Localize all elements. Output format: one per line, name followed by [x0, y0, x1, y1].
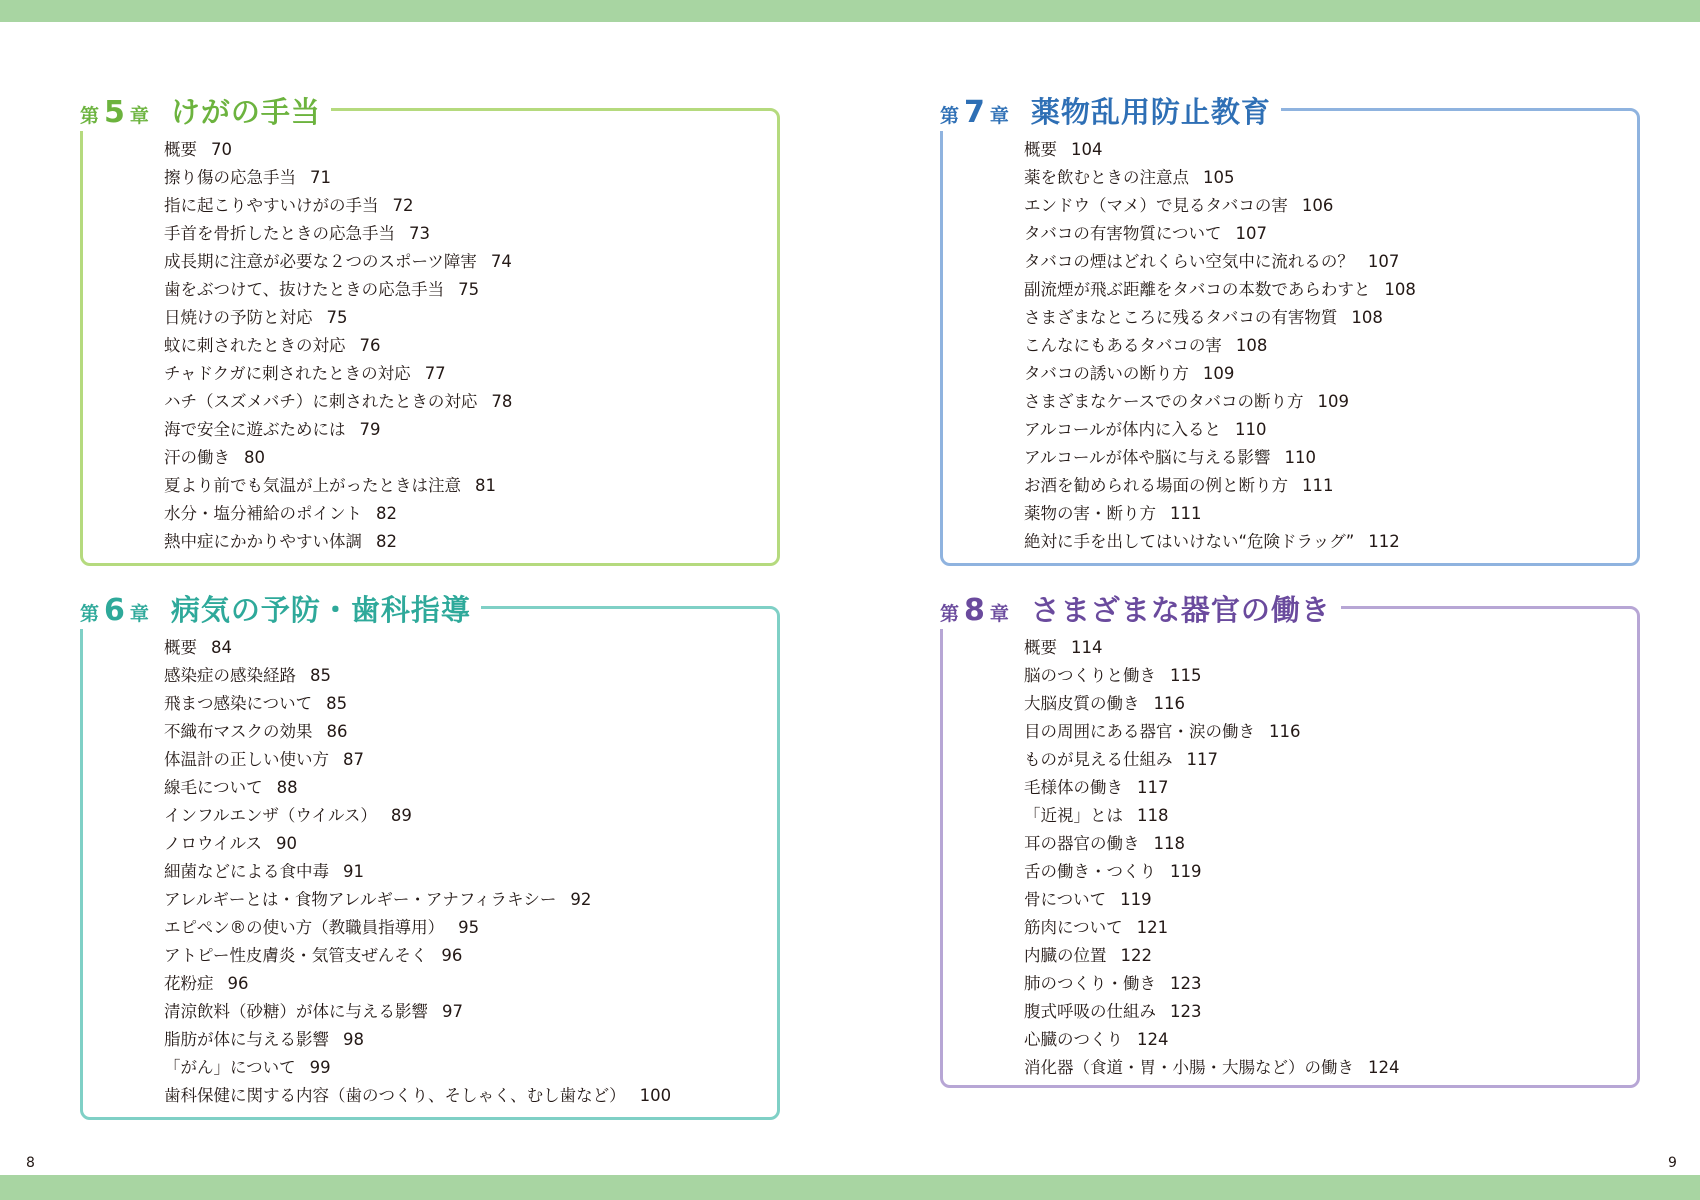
entry-page: 123 — [1170, 1002, 1202, 1021]
entry-label: こんなにもあるタバコの害 — [1024, 336, 1222, 355]
chapter-prefix: 第 — [940, 105, 960, 127]
toc-entry[interactable] — [164, 136, 512, 164]
entry-label: ものが見える仕組み — [1024, 750, 1173, 769]
entry-label: 薬を飲むときの注意点 — [1024, 168, 1189, 187]
entry-label: タバコの有害物質について — [1024, 224, 1222, 243]
toc-entry[interactable] — [1024, 528, 1416, 556]
chapter-heading — [930, 90, 1281, 131]
entry-label: 感染症の感染経路 — [164, 666, 296, 685]
entry-label: 絶対に手を出してはいけない“危険ドラッグ” — [1024, 532, 1355, 551]
toc-entry[interactable] — [164, 970, 671, 998]
toc-entry[interactable] — [1024, 360, 1416, 388]
entry-page: 108 — [1235, 336, 1268, 355]
toc-entry[interactable] — [1024, 998, 1400, 1026]
entry-page: 91 — [343, 862, 364, 881]
toc-entry[interactable] — [1024, 1054, 1400, 1082]
entry-page: 117 — [1137, 778, 1169, 797]
entry-page: 118 — [1137, 806, 1169, 825]
entry-label: エピペン®の使い方（教職員指導用） — [164, 918, 445, 937]
toc-entry[interactable] — [164, 332, 512, 360]
toc-list — [1024, 634, 1400, 1082]
entry-label: インフルエンザ（ウイルス） — [164, 806, 377, 825]
toc-entry[interactable] — [1024, 472, 1416, 500]
toc-entry[interactable] — [1024, 858, 1400, 886]
page-number-left: 8 — [26, 1155, 35, 1171]
entry-page: 110 — [1235, 420, 1267, 439]
entry-page: 71 — [310, 168, 331, 187]
entry-label: 線毛について — [164, 778, 263, 797]
toc-entry[interactable] — [1024, 830, 1400, 858]
chapter-number: 5 — [104, 95, 125, 130]
entry-page: 72 — [392, 196, 414, 215]
entry-page: 105 — [1203, 168, 1235, 187]
toc-entry[interactable] — [1024, 802, 1400, 830]
entry-label: 成長期に注意が必要な２つのスポーツ障害 — [164, 252, 477, 271]
entry-label: さまざまなケースでのタバコの断り方 — [1024, 392, 1304, 411]
entry-label: 内臓の位置 — [1024, 946, 1107, 965]
entry-page: 82 — [376, 532, 397, 551]
toc-entry[interactable] — [164, 662, 671, 690]
toc-entry[interactable] — [1024, 304, 1416, 332]
entry-page: 76 — [359, 336, 381, 355]
entry-label: アルコールが体や脳に与える影響 — [1024, 448, 1271, 467]
entry-page: 117 — [1186, 750, 1218, 769]
entry-label: タバコの煙はどれくらい空気中に流れるの？ — [1024, 252, 1354, 271]
entry-page: 124 — [1137, 1030, 1169, 1049]
toc-entry[interactable] — [1024, 136, 1416, 164]
toc-entry[interactable] — [164, 360, 512, 388]
entry-page: 85 — [326, 694, 348, 713]
entry-page: 111 — [1170, 504, 1202, 523]
toc-entry[interactable] — [1024, 276, 1416, 304]
entry-page: 86 — [326, 722, 348, 741]
entry-label: 「がん」について — [164, 1058, 296, 1077]
entry-page: 73 — [409, 224, 430, 243]
toc-entry[interactable] — [164, 164, 512, 192]
entry-label: タバコの誘いの断り方 — [1024, 364, 1189, 383]
chapter-suffix: 章 — [989, 603, 1009, 625]
entry-label: 日焼けの予防と対応 — [164, 308, 313, 327]
entry-label: 骨について — [1024, 890, 1107, 909]
entry-label: 舌の働き・つくり — [1024, 862, 1156, 881]
entry-label: 消化器（食道・胃・小腸・大腸など）の働き — [1024, 1058, 1354, 1077]
chapter-heading — [70, 588, 481, 629]
entry-label: 蚊に刺されたときの対応 — [164, 336, 346, 355]
entry-page: 96 — [441, 946, 463, 965]
toc-entry[interactable] — [1024, 662, 1400, 690]
entry-page: 109 — [1202, 364, 1235, 383]
entry-page: 104 — [1071, 140, 1103, 159]
entry-label: 指に起こりやすいけがの手当 — [164, 196, 379, 215]
toc-entry[interactable] — [164, 248, 512, 276]
entry-page: 108 — [1351, 308, 1383, 327]
toc-entry[interactable] — [164, 634, 671, 662]
entry-page: 119 — [1120, 890, 1152, 909]
entry-label: アトピー性皮膚炎・気管支ぜんそく — [164, 946, 428, 965]
entry-label: アレルギーとは・食物アレルギー・アナフィラキシー — [164, 890, 557, 909]
entry-label: 汗の働き — [164, 448, 230, 467]
entry-label: 清涼飲料（砂糖）が体に与える影響 — [164, 1002, 428, 1021]
entry-page: 118 — [1153, 834, 1185, 853]
toc-entry[interactable] — [1024, 1026, 1400, 1054]
entry-label: 夏より前でも気温が上がったときは注意 — [164, 476, 461, 495]
entry-page: 100 — [639, 1086, 672, 1105]
toc-entry[interactable] — [164, 444, 512, 472]
entry-page: 110 — [1284, 448, 1317, 467]
toc-entry[interactable] — [164, 304, 512, 332]
entry-page: 78 — [491, 392, 513, 411]
entry-page: 115 — [1170, 666, 1202, 685]
toc-list — [164, 136, 512, 556]
entry-label: 「近視」とは — [1024, 806, 1123, 825]
toc-entry[interactable] — [164, 858, 671, 886]
entry-label: さまざまなところに残るタバコの有害物質 — [1024, 308, 1338, 327]
toc-entry[interactable] — [164, 802, 671, 830]
entry-page: 89 — [390, 806, 412, 825]
entry-page: 111 — [1302, 476, 1334, 495]
entry-label: 概要 — [164, 140, 197, 159]
toc-entry[interactable] — [164, 942, 671, 970]
entry-label: 手首を骨折したときの応急手当 — [164, 224, 395, 243]
entry-page: 96 — [227, 974, 249, 993]
entry-label: アルコールが体内に入ると — [1024, 420, 1222, 439]
entry-label: 概要 — [1024, 638, 1057, 657]
chapter-suffix: 章 — [129, 603, 149, 625]
entry-page: 95 — [458, 918, 480, 937]
entry-label: 副流煙が飛ぶ距離をタバコの本数であらわすと — [1024, 280, 1371, 299]
entry-page: 121 — [1136, 918, 1169, 937]
toc-entry[interactable] — [1024, 164, 1416, 192]
toc-entry[interactable] — [1024, 332, 1416, 360]
entry-label: 水分・塩分補給のポイント — [164, 504, 362, 523]
toc-entry[interactable] — [164, 1026, 671, 1054]
toc-entry[interactable] — [1024, 192, 1416, 220]
entry-page: 122 — [1120, 946, 1152, 965]
entry-label: 肺のつくり・働き — [1024, 974, 1156, 993]
toc-entry[interactable] — [1024, 388, 1416, 416]
top-color-band — [0, 0, 1700, 22]
entry-page: 92 — [570, 890, 592, 909]
toc-entry[interactable] — [164, 416, 512, 444]
entry-page: 99 — [309, 1058, 331, 1077]
page-number-right: 9 — [1668, 1155, 1677, 1171]
entry-page: 97 — [442, 1002, 463, 1021]
toc-entry[interactable] — [164, 472, 512, 500]
chapter-title: さまざまな器官の働き — [1030, 593, 1331, 627]
toc-entry[interactable] — [164, 914, 671, 942]
entry-label: 毛様体の働き — [1024, 778, 1123, 797]
entry-page: 98 — [343, 1030, 364, 1049]
chapter-number: 8 — [964, 593, 985, 628]
entry-page: 114 — [1071, 638, 1103, 657]
toc-entry[interactable] — [164, 830, 671, 858]
toc-entry[interactable] — [164, 1054, 671, 1082]
toc-entry[interactable] — [1024, 914, 1400, 942]
toc-entry[interactable] — [164, 690, 671, 718]
chapter-title: けがの手当 — [170, 95, 321, 129]
chapter-number: 6 — [104, 593, 125, 628]
entry-label: 海で安全に遊ぶためには — [164, 420, 346, 439]
entry-page: 85 — [310, 666, 331, 685]
entry-label: 筋肉について — [1024, 918, 1123, 937]
entry-label: 目の周囲にある器官・涙の働き — [1024, 722, 1255, 741]
entry-page: 116 — [1269, 722, 1301, 741]
entry-label: 花粉症 — [164, 974, 214, 993]
bottom-color-band — [0, 1175, 1700, 1200]
entry-label: 脂肪が体に与える影響 — [164, 1030, 329, 1049]
toc-entry[interactable] — [164, 998, 671, 1026]
toc-entry[interactable] — [1024, 416, 1416, 444]
entry-page: 74 — [490, 252, 512, 271]
entry-label: ノロウイルス — [164, 834, 263, 853]
toc-entry[interactable] — [164, 718, 671, 746]
toc-entry[interactable] — [164, 774, 671, 802]
entry-page: 107 — [1367, 252, 1400, 271]
entry-label: 脳のつくりと働き — [1024, 666, 1156, 685]
chapter-heading — [70, 90, 331, 131]
chapter-number: 7 — [964, 95, 985, 130]
entry-label: エンドウ（マメ）で見るタバコの害 — [1024, 196, 1288, 215]
entry-label: 大脳皮質の働き — [1024, 694, 1140, 713]
toc-entry[interactable] — [164, 192, 512, 220]
entry-label: 心臓のつくり — [1024, 1030, 1123, 1049]
entry-page: 116 — [1153, 694, 1185, 713]
toc-list — [1024, 136, 1416, 556]
entry-page: 80 — [244, 448, 265, 467]
toc-entry[interactable] — [164, 220, 512, 248]
entry-label: お酒を勧められる場面の例と断り方 — [1024, 476, 1288, 495]
toc-entry[interactable] — [1024, 690, 1400, 718]
toc-entry[interactable] — [164, 746, 671, 774]
entry-label: 体温計の正しい使い方 — [164, 750, 329, 769]
entry-page: 75 — [458, 280, 480, 299]
entry-page: 107 — [1235, 224, 1268, 243]
entry-page: 124 — [1368, 1058, 1400, 1077]
entry-label: 熱中症にかかりやすい体調 — [164, 532, 362, 551]
toc-entry[interactable] — [1024, 444, 1416, 472]
entry-page: 82 — [376, 504, 397, 523]
entry-label: 歯科保健に関する内容（歯のつくり、そしゃく、むし歯など） — [164, 1086, 626, 1105]
chapter-prefix: 第 — [940, 603, 960, 625]
entry-page: 119 — [1170, 862, 1202, 881]
entry-label: 飛まつ感染について — [164, 694, 313, 713]
entry-page: 108 — [1384, 280, 1416, 299]
entry-label: 細菌などによる食中毒 — [164, 862, 329, 881]
toc-entry[interactable] — [1024, 248, 1416, 276]
toc-entry[interactable] — [1024, 970, 1400, 998]
entry-page: 87 — [343, 750, 364, 769]
toc-entry[interactable] — [164, 388, 512, 416]
entry-page: 75 — [326, 308, 348, 327]
entry-label: 歯をぶつけて、抜けたときの応急手当 — [164, 280, 445, 299]
toc-entry[interactable] — [1024, 942, 1400, 970]
chapter-prefix: 第 — [80, 603, 100, 625]
entry-page: 81 — [475, 476, 496, 495]
toc-entry[interactable] — [1024, 500, 1416, 528]
toc-entry[interactable] — [164, 528, 512, 556]
toc-entry[interactable] — [164, 886, 671, 914]
chapter-prefix: 第 — [80, 105, 100, 127]
entry-page: 70 — [211, 140, 232, 159]
toc-entry[interactable] — [1024, 886, 1400, 914]
toc-entry[interactable] — [1024, 746, 1400, 774]
entry-label: 概要 — [164, 638, 197, 657]
entry-label: 擦り傷の応急手当 — [164, 168, 296, 187]
entry-page: 77 — [424, 364, 446, 383]
chapter-suffix: 章 — [989, 105, 1009, 127]
entry-label: チャドクガに刺されたときの対応 — [164, 364, 411, 383]
entry-label: 不織布マスクの効果 — [164, 722, 313, 741]
entry-page: 106 — [1301, 196, 1334, 215]
toc-entry[interactable] — [1024, 220, 1416, 248]
entry-page: 84 — [211, 638, 232, 657]
entry-page: 88 — [276, 778, 298, 797]
entry-label: ハチ（スズメバチ）に刺されたときの対応 — [164, 392, 478, 411]
chapter-suffix: 章 — [129, 105, 149, 127]
toc-entry[interactable] — [164, 1082, 671, 1110]
toc-entry[interactable] — [1024, 718, 1400, 746]
toc-list — [164, 634, 671, 1110]
entry-page: 79 — [359, 420, 381, 439]
entry-label: 薬物の害・断り方 — [1024, 504, 1156, 523]
toc-entry[interactable] — [164, 500, 512, 528]
entry-label: 耳の器官の働き — [1024, 834, 1140, 853]
toc-entry[interactable] — [164, 276, 512, 304]
toc-entry[interactable] — [1024, 774, 1400, 802]
entry-label: 腹式呼吸の仕組み — [1024, 1002, 1156, 1021]
entry-page: 112 — [1368, 532, 1400, 551]
entry-page: 123 — [1170, 974, 1202, 993]
chapter-title: 薬物乱用防止教育 — [1030, 95, 1271, 129]
entry-page: 90 — [276, 834, 298, 853]
chapter-heading — [930, 588, 1341, 629]
toc-entry[interactable] — [1024, 634, 1400, 662]
entry-page: 109 — [1317, 392, 1350, 411]
chapter-title: 病気の予防・歯科指導 — [170, 593, 471, 627]
entry-label: 概要 — [1024, 140, 1057, 159]
